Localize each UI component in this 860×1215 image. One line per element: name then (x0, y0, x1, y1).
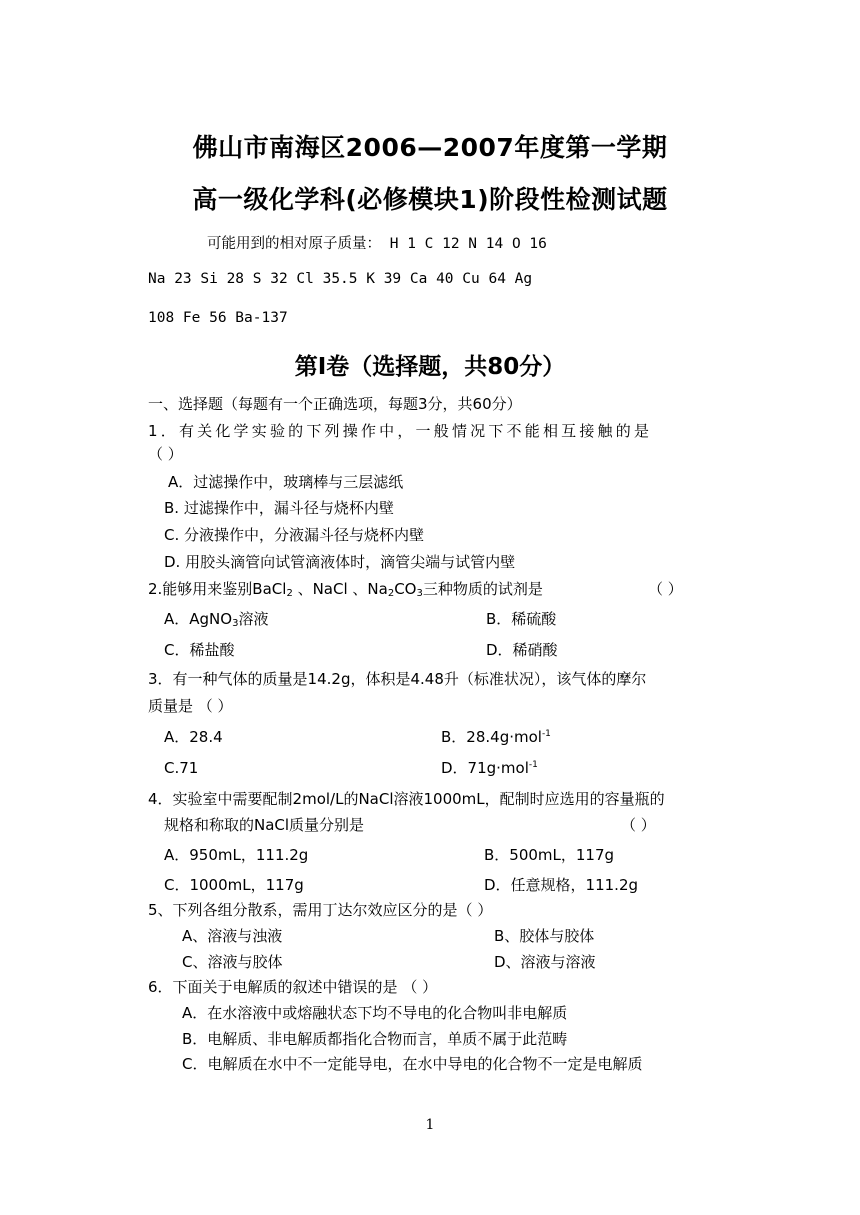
question-3-option-d: D．71g·mol$^{-1}$ (441, 759, 538, 777)
question-2-option-d: D．稀硝酸 (486, 641, 558, 659)
part-heading: 一、选择题（每题有一个正确选项，每题3分，共60分） (148, 395, 522, 413)
question-6-option-a: A．在水溶液中或熔融状态下均不导电的化合物叫非电解质 (182, 1004, 568, 1022)
atomic-mass-line3: 108 Fe 56 Ba-137 (148, 310, 288, 326)
question-5-stem: 5、下列各组分散系，需用丁达尔效应区分的是（ ） (148, 901, 493, 919)
question-1-answer-paren: （ ） (148, 445, 183, 463)
question-6-option-c: C．电解质在水中不一定能导电，在水中导电的化合物不一定是电解质 (182, 1055, 643, 1073)
question-4-option-c: C．1000mL，117g (164, 876, 304, 894)
atomic-mass-line1: 可能用到的相对原子质量： H 1 C 12 N 14 O 16 (207, 236, 547, 252)
question-5-option-a: A、溶液与浊液 (182, 927, 283, 945)
exam-title-line2: 高一级化学科(必修模块1)阶段性检测试题 (192, 185, 668, 214)
question-5-option-d: D、溶液与溶液 (494, 953, 596, 971)
question-2-option-b: B．稀硫酸 (486, 610, 557, 628)
question-3-option-c: C.71 (164, 759, 199, 777)
question-1-stem: 1．有关化学实验的下列操作中，一般情况下不能相互接触的是 (148, 422, 653, 440)
question-3-option-b: B．28.4g·mol$^{-1}$ (441, 728, 551, 746)
atomic-mass-line2: Na 23 Si 28 S 32 Cl 35.5 K 39 Ca 40 Cu 64 Ag (148, 271, 533, 287)
section-heading: 第Ⅰ卷（选择题，共80分） (294, 354, 566, 380)
question-1-option-b: B. 过滤操作中，漏斗径与烧杯内壁 (164, 499, 394, 517)
question-3-stem-cont: 质量是 （ ） (148, 697, 233, 715)
question-3-stem: 3．有一种气体的质量是14.2g，体积是4.48升（标准状况），该气体的摩尔 (148, 670, 647, 688)
question-2-option-c: C．稀盐酸 (164, 641, 235, 659)
question-2-option-a: A．AgNO$_3$溶液 (164, 610, 269, 629)
question-4-option-d: D．任意规格，111.2g (484, 876, 639, 894)
question-1-option-c: C. 分液操作中，分液漏斗径与烧杯内壁 (164, 526, 425, 544)
question-5-option-c: C、溶液与胶体 (182, 953, 283, 971)
exam-title-line1: 佛山市南海区2006—2007年度第一学期 (192, 133, 668, 162)
question-4-answer-paren: （ ） (621, 816, 656, 834)
question-4-stem-cont: 规格和称取的NaCl质量分别是 (164, 816, 365, 834)
question-4-stem: 4．实验室中需要配制2mol/L的NaCl溶液1000mL，配制时应选用的容量瓶的 (148, 790, 665, 808)
question-6-option-b: B．电解质、非电解质都指化合物而言，单质不属于此范畴 (182, 1030, 568, 1048)
question-4-option-b: B．500mL，117g (484, 846, 615, 864)
page-number: 1 (425, 1117, 435, 1133)
question-1-option-d: D. 用胶头滴管向试管滴液体时，滴管尖端与试管内壁 (164, 553, 516, 571)
question-1-option-a: A．过滤操作中，玻璃棒与三层滤纸 (168, 473, 404, 491)
question-4-option-a: A．950mL，111.2g (164, 846, 309, 864)
question-3-option-a: A．28.4 (164, 728, 223, 746)
question-2-stem: 2.能够用来鉴别BaCl$_2$ 、NaCl 、$Na_2CO_3$三种物质的试剂是 (148, 580, 543, 599)
question-5-option-b: B、胶体与胶体 (494, 927, 595, 945)
question-2-answer-paren: （ ） (648, 580, 683, 598)
question-6-stem: 6．下面关于电解质的叙述中错误的是 （ ） (148, 978, 438, 996)
